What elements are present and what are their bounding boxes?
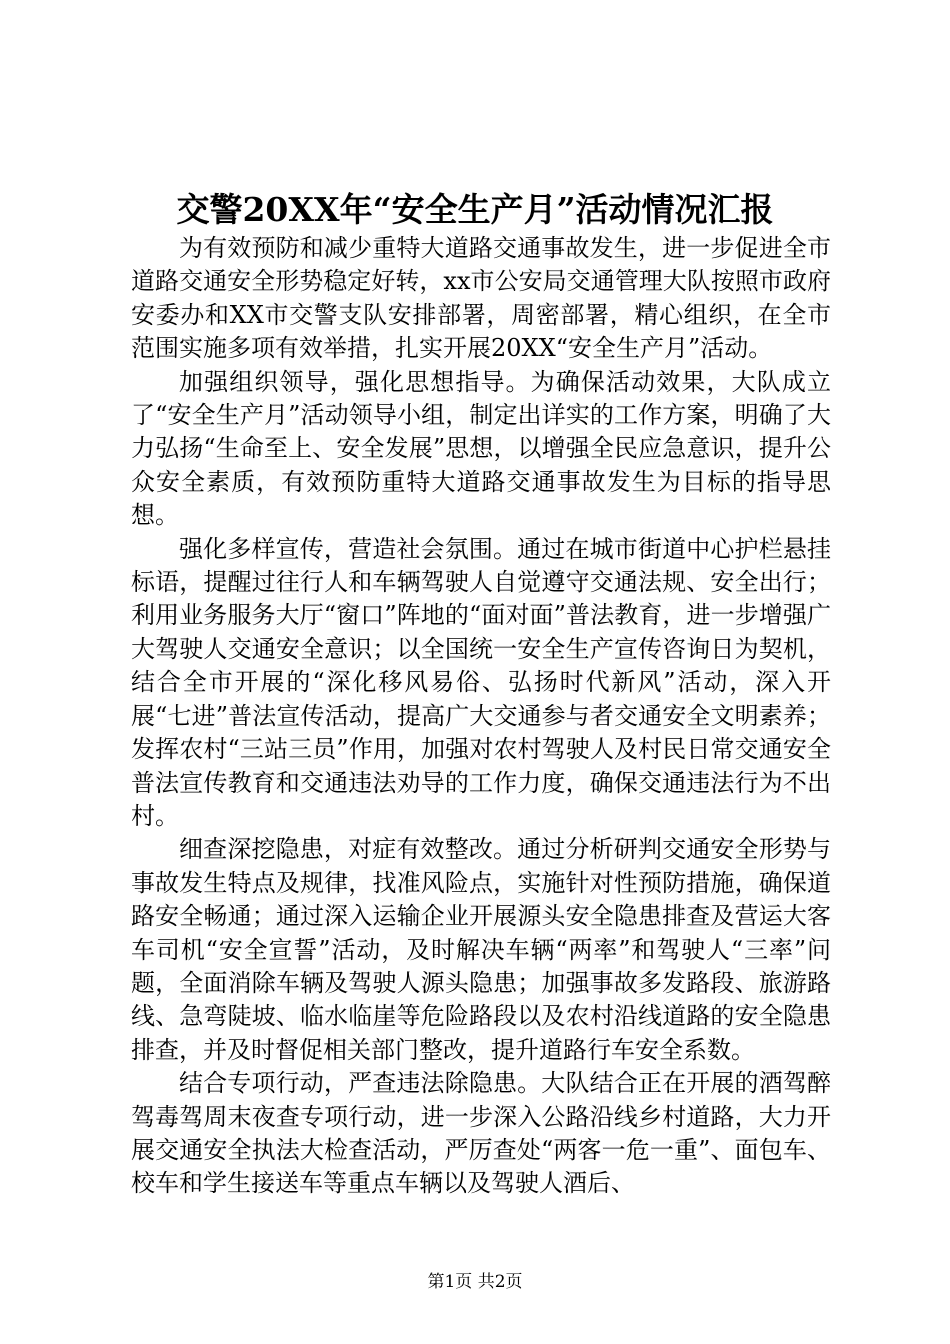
paragraph-intro: 为有效预防和减少重特大道路交通事故发生，进一步促进全市道路交通安全形势稳定好转，xx市公安局交通管理大队按照市政府安委办和XX市交警支队安排部署，周密部署，精心组织，在全市范围实施多项有效举措，扎实开展20XX“安全生产月”活动。	[131, 234, 831, 363]
page-footer: 第1页 共2页	[427, 1272, 523, 1292]
document-body	[131, 232, 831, 1201]
paragraph-enforcement: 结合专项行动，严查违法除隐患。大队结合正在开展的酒驾醉驾毒驾周末夜查专项行动，进一步深入公路沿线乡村道路，大力开展交通安全执法大检查活动，严厉查处“两客一危一重”、面包车、校车和学生接送车等重点车辆以及驾驶人酒后、	[131, 1069, 831, 1198]
paragraph-hazard-inspection: 细查深挖隐患，对症有效整改。通过分析研判交通安全形势与事故发生特点及规律，找准风险点，实施针对性预防措施，确保道路安全畅通；通过深入运输企业开展源头安全隐患排查及营运大客车司机“安全宣誓”活动，及时解决车辆“两率”和驾驶人“三率”问题，全面消除车辆及驾驶人源头隐患；加强事故多发路段、旅游路线、急弯陡坡、临水临崖等危险路段以及农村沿线道路的安全隐患排查，并及时督促相关部门整改，提升道路行车安全系数。	[131, 835, 831, 1064]
paragraph-publicity: 强化多样宣传，营造社会氛围。通过在城市街道中心护栏悬挂标语，提醒过往行人和车辆驾驶人自觉遵守交通法规、安全出行；利用业务服务大厅“窗口”阵地的“面对面”普法教育，进一步增强广大驾驶人交通安全意识；以全国统一安全生产宣传咨询日为契机，结合全市开展的“深化移风易俗、弘扬时代新风”活动，深入开展“七进”普法宣传活动，提高广大交通参与者交通安全文明素养；发挥农村“三站三员”作用，加强对农村驾驶人及村民日常交通安全普法宣传教育和交通违法劝导的工作力度，确保交通违法行为不出村。	[131, 534, 831, 830]
paragraph-organization: 加强组织领导，强化思想指导。为确保活动效果，大队成立了“安全生产月”活动领导小组，制定出详实的工作方案，明确了大力弘扬“生命至上、安全发展”思想，以增强全民应急意识，提升公众安全素质，有效预防重特大道路交通事故发生为目标的指导思想。	[131, 367, 831, 530]
document-title: 交警20XX年“安全生产月”活动情况汇报	[176, 190, 774, 229]
